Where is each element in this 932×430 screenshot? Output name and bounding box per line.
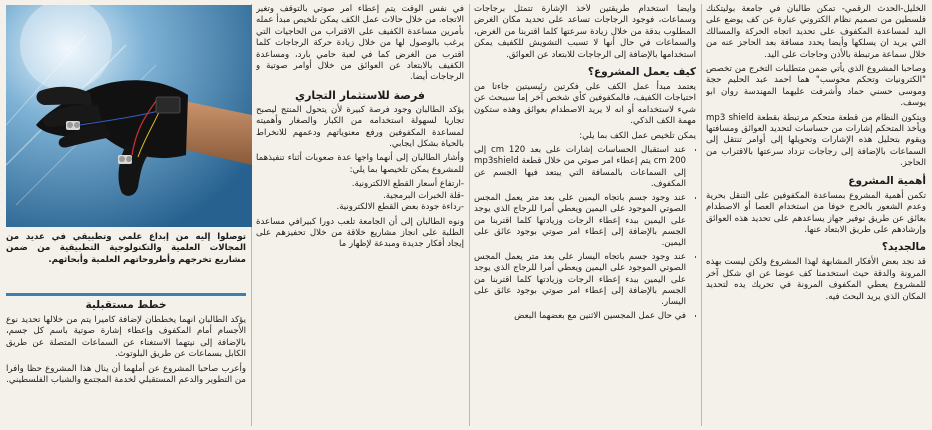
divider	[701, 4, 702, 426]
hope-paragraph: وأعرب صاحبا المشروع عن أملهما أن ينال هذا المشروع حظا وافرا من التطوير والدعم المستقبلي لخدمة المجتمع والشباب الفلسطيني.	[6, 363, 246, 386]
difficulty-item: -رداءة جودة بعض القطع الالكترونية.	[336, 202, 464, 213]
column-3	[256, 4, 464, 254]
difficulties-intro: وأشار الطالبان إلى أنهما واجها عدة صعوبات أثناء تنفيذهما للمشروع يمكن تلخيصها بما يلي:	[256, 153, 464, 175]
list-item: • عند وجود جسم باتجاه اليسار على بعد متر يعمل المجس الصوتي الموجود على اليمين ويعطي أمرا للرجاج الذي يوجد على اليمين ببدء إعطاء الرجات وزيادتها كلما اقتربنا من الجسم بالإضافة إلى إعطاء امر صوتي بوجود عائق على اليسار.	[474, 252, 686, 309]
difficulty-item: -قلة الخبرات البرمجية.	[383, 190, 464, 201]
column-1	[706, 4, 926, 306]
summary-paragraph: يمكن تلخيص عمل الكف بما يلي:	[579, 130, 696, 141]
list-item: • عند وجود جسم باتجاه اليمين على بعد متر يعمل المجس الصوتي الموجود على اليمين ويعطي أمرا للرجاج الذي يوجد على اليمين ببدء إعطاء الرجات وزيادتها كلما اقتربنا من الجسم بالإضافة إلى إعطاء امر صوتي بوجود عائق على اليمين.	[474, 193, 686, 250]
column-2	[474, 4, 696, 324]
continued-paragraph: توصلوا إليه من إبداع علمي وتطبيقي في عديد من المجالات العلمية والتكنولوجية التطبيقية من ضمن مشاريع تخرجهم وأطروحاتهم العلمية وأبحاثهم.	[6, 232, 246, 265]
system-paragraph: ويتكون النظام من قطعة متحكم مرتبطة بقطعة mp3 shield ويأخذ المتحكم إشارات من حساسات لتحديد العوائق ومسافتها ويقوم بتحليل هذه الإشارات وتحويلها إلى أوامر تنتقل إلى السماعات بالإضافة إلى رجاجات تزداد سرعتها بالاقتراب من الحاجز.	[706, 112, 926, 169]
importance-paragraph: تكمن أهمية المشروع بمساعدة المكفوفين على التنقل بحرية وعدم الشعور بالحرج خوفا من استخدام العصا أو الاصطدام بعائق عن طريق توفير جهاز يساعدهم على تحديد هذه العوائق وإرشادهم على طريق الابتعاد عنها.	[706, 190, 926, 235]
signals-paragraph: وأيضاً استخدام طريقتين لأخذ الإشارة تتمثل برجاجات وسماعات، فوجود الرجاجات تساعد على تحديد مكان الغرض المطلوب بدقة من خلال زيادة سرعتها كلما اقتربنا من الغرض، والسماعات في حال أنها لا تسبب التشويش للكفيف يمكن استخدامها بالإضافة إلى الرجاجات للابتعاد عن العوائق.	[474, 4, 696, 60]
whats-new-paragraph: قد نجد بعض الأفكار المشابهة لهذا المشروع ولكن ليست بهذه المرونة والدقة حيث استخدمنا كف عوضا عن اي شكل آخر للمشروع يعطي المكفوف المرونة في تحريك يده لتحديد المكان الذي يريد البحث فيه.	[706, 257, 926, 302]
whats-new-heading: مالجديد؟	[881, 241, 926, 254]
difficulty-item: -ارتفاع أسعار القطع الالكترونية.	[351, 179, 464, 190]
team-paragraph: وصاحبا المشروع الذي يأتي ضمن متطلبات التخرج من تخصص "الكترونيات وتحكم محوسب" هما احمد عبد الحليم حجة وموسى حسني حماد وأشرفت عليهما المهندسة روان ابو يوسف.	[706, 64, 926, 109]
list-item: • عند استقبال الحساسات إشارات على بعد 120 cm إلى 200 cm يتم إعطاء امر صوتي من خلال قطعة mp3shield إلى السماعات بالمسافة التي يبتعد فيها الجسم عن المكفوف.	[474, 145, 686, 191]
importance-heading: أهمية المشروع	[848, 174, 926, 187]
function-list	[474, 145, 696, 322]
how-it-works-paragraph: يعتمد مبدأ عمل الكف على فكرتين رئيسيتين جاءتا من احتياجات الكفيف، فالمكفوفين كأي شخص آخر إما سيبحث عن شيء لاستخدامه أو انه لا يريد الاصطدام بعوائق وهذه ستكون مهمة الكف الذكي.	[474, 82, 696, 127]
operation-paragraph: في نفس الوقت يتم إعطاء أمر صوتي بالتوقف وتغير الاتجاه. من خلال حالات عمل الكف يمكن تلخيص مبدأ عمله بأمرين مساعدة الكفيف على الاقتراب من الحاجيات التي يرغب بالوصول لها من خلال زيادة حركة الرجاجات كلما اقترب من الغرض كما في لعبة حامي بارد، ومساعدة الكفيف بالابتعاد عن العوائق من خلال أوامر صوتية و الرجاجات أيضا.	[256, 4, 464, 83]
investment-heading: فرصة للاستثمار التجاري	[295, 88, 425, 102]
investment-paragraph: يؤكد الطالبان وجود فرصة كبيرة لأن يتحول المنتج ليصبح تجاريا لسهولة استخدامه من الكبار والصغار وأهميته لمساعدة المكفوفين ورفع معنوياتهم ودعمهم للانخراط بالحياة بشكل ايجابي.	[256, 104, 464, 150]
university-paragraph: ونوه الطالبان إلى أن الجامعة تلعب دورا كبيرافي مساعدة الطلبة على انجاز مشاريع خلاقة من خلال تحفيزهم على إيجاد أفكار جديدة ومبدعة لإظهار ما	[256, 216, 464, 250]
intro-paragraph: الخليل-الحدث الرقمي- تمكن طالبان في جامعة بوليتكنك فلسطين من تصميم نظام الكتروني عبارة عن كف يوضع على اليد لمساعدة المكفوف على تحديد اتجاه الحركة والمسالك التي يريد ان يسلكها وأيضا يحدد مسافة بعد الحاجز عنه من خلال سماعة مرتبطة بالأذن وحاجات على اليد.	[706, 4, 926, 60]
future-plans-heading: خطط مستقبلية	[6, 293, 246, 312]
smart-glove-photo	[6, 5, 252, 227]
column-4	[6, 288, 246, 386]
divider	[469, 4, 470, 426]
list-item: • في حال عمل المجسين الاثنين مع بعضهما البعض	[474, 311, 686, 322]
how-it-works-heading: كيف يعمل المشروع؟	[587, 66, 696, 79]
future-plans-paragraph: يؤكد الطالبان انهما يخططان لإضافة كاميرا يتم من خلالها تحديد نوع الأجسام أمام المكفوف وإعطاء إشارة صوتية باسم كل جسم، بالإضافة إلى نيتهما الاستغناء عن السماعات المتصلة عن طريق الكابل بسماعات عن طريق البلوتوث.	[6, 315, 246, 360]
